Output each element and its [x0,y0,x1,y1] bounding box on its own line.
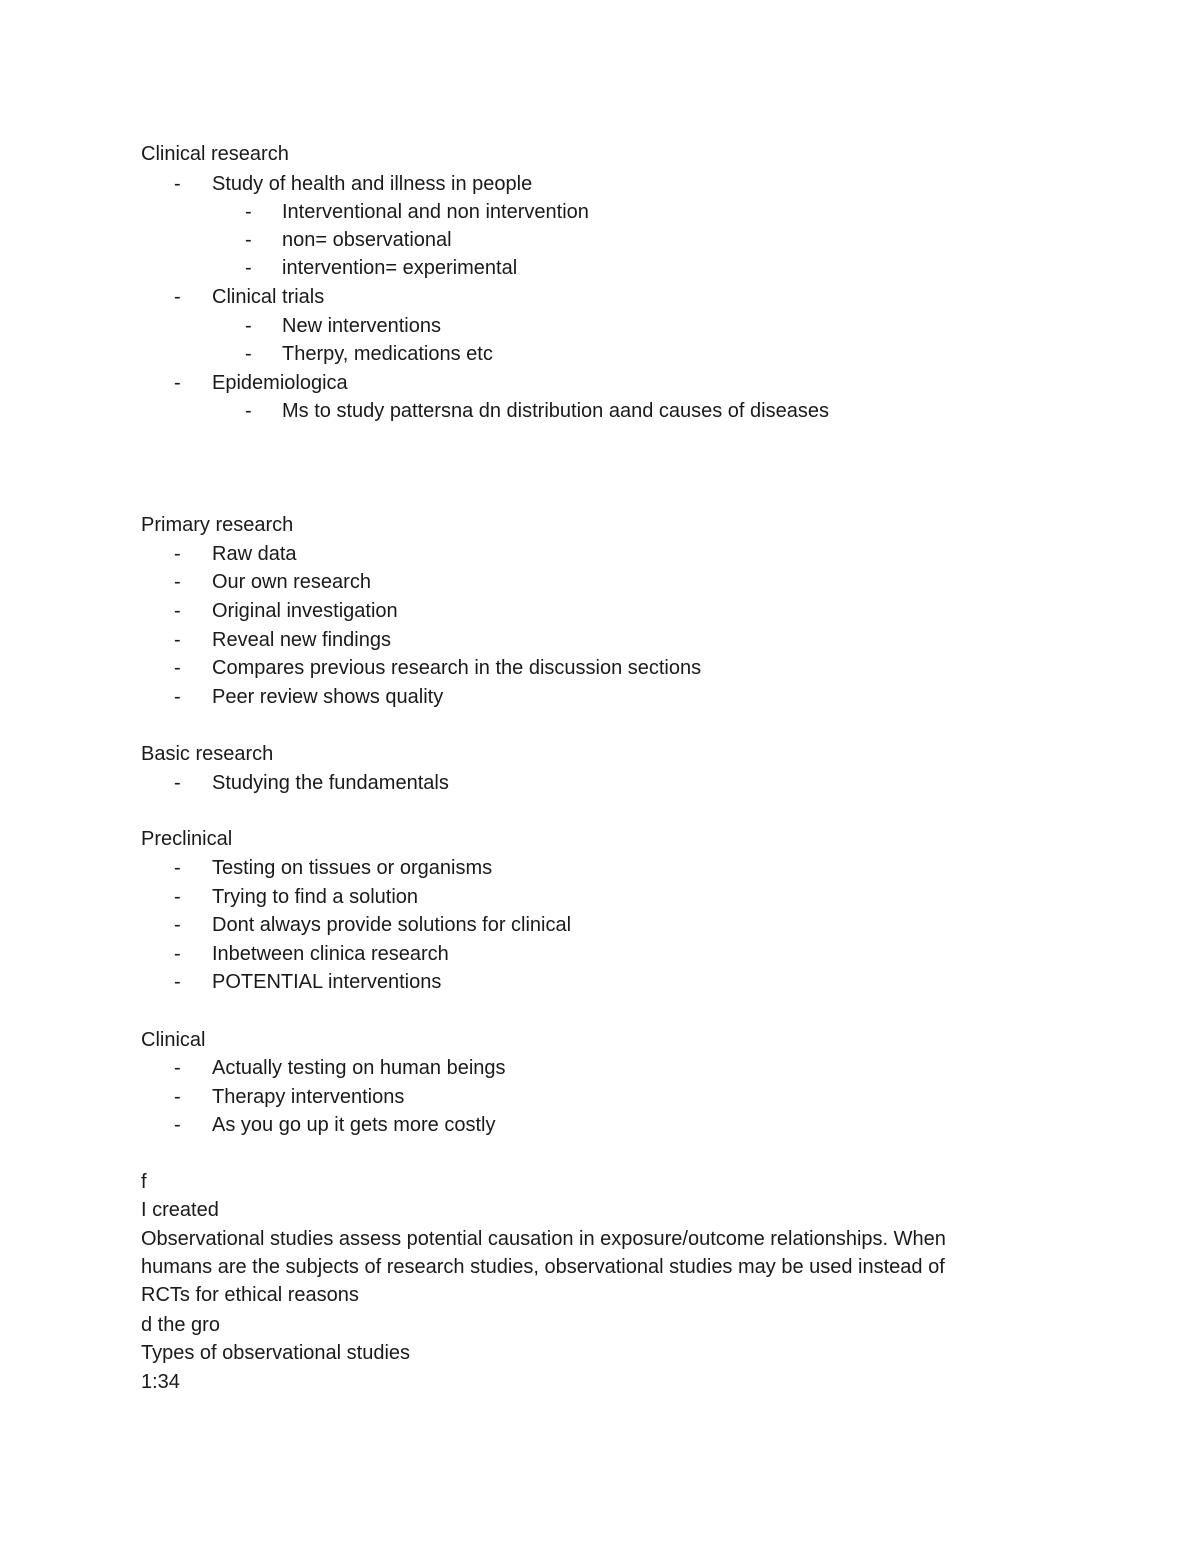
list-item: Testing on tissues or organisms [212,857,493,879]
bullet-dash: - [174,1057,181,1079]
list-item: Studying the fundamentals [212,772,449,794]
bullet-dash: - [174,686,181,708]
sub-list-item: Therpy, medications etc [282,343,493,365]
bullet-dash: - [174,971,181,993]
clinical-research-heading: Clinical research [141,143,289,165]
note-line: Types of observational studies [141,1342,411,1364]
bullet-dash: - [174,857,181,879]
sub-list-item: Interventional and non intervention [282,201,589,223]
sub-list-item: non= observational [282,229,452,251]
list-item: Compares previous research in the discussion sections [212,657,702,679]
bullet-dash: - [174,286,181,308]
bullet-dash: - [245,229,252,251]
bullet-dash: - [174,600,181,622]
clinical-heading: Clinical [141,1029,206,1051]
sub-list-item: New interventions [282,315,441,337]
list-item: Reveal new findings [212,629,391,651]
list-item: Peer review shows quality [212,686,444,708]
bullet-dash: - [174,1086,181,1108]
preclinical-heading: Preclinical [141,828,233,850]
bullet-dash: - [174,1114,181,1136]
bullet-dash: - [245,400,252,422]
list-item: Clinical trials [212,286,325,308]
basic-research-heading: Basic research [141,743,274,765]
bullet-dash: - [245,343,252,365]
note-line: f [141,1171,147,1193]
list-item: Epidemiologica [212,372,348,394]
list-item: Original investigation [212,600,398,622]
bullet-dash: - [174,543,181,565]
timestamp: 1:34 [141,1371,180,1393]
list-item: Inbetween clinica research [212,943,449,965]
list-item: Therapy interventions [212,1086,405,1108]
list-item: As you go up it gets more costly [212,1114,496,1136]
list-item: Actually testing on human beings [212,1057,506,1079]
primary-research-heading: Primary research [141,514,294,536]
bullet-dash: - [174,886,181,908]
bullet-dash: - [245,201,252,223]
list-item: Dont always provide solutions for clinical [212,914,572,936]
bullet-dash: - [174,629,181,651]
list-item: Trying to find a solution [212,886,419,908]
bullet-dash: - [174,914,181,936]
paragraph-line: humans are the subjects of research studies, observational studies may be used instead of [141,1256,945,1278]
bullet-dash: - [174,943,181,965]
bullet-dash: - [174,571,181,593]
sub-list-item: Ms to study pattersna dn distribution aand causes of diseases [282,400,829,422]
bullet-dash: - [174,372,181,394]
bullet-dash: - [174,657,181,679]
bullet-dash: - [174,772,181,794]
list-item: Raw data [212,543,297,565]
paragraph-line: RCTs for ethical reasons [141,1284,359,1306]
note-line: I created [141,1199,219,1221]
bullet-dash: - [245,257,252,279]
list-item: Our own research [212,571,371,593]
paragraph-line: Observational studies assess potential causation in exposure/outcome relationships. When [141,1228,946,1250]
bullet-dash: - [174,173,181,195]
bullet-dash: - [245,315,252,337]
sub-list-item: intervention= experimental [282,257,518,279]
note-line: d the gro [141,1314,220,1336]
list-item: POTENTIAL interventions [212,971,442,993]
list-item: Study of health and illness in people [212,173,533,195]
